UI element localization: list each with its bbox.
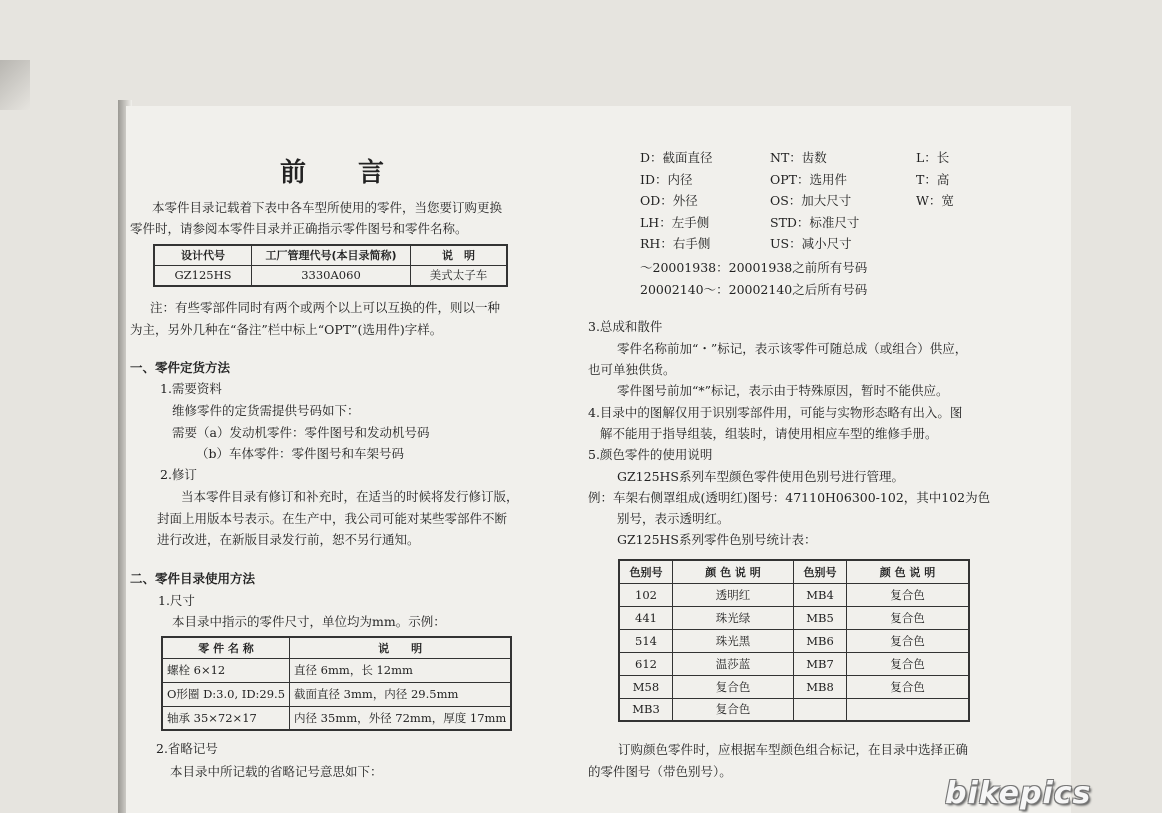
color-table-cell: 102 xyxy=(619,583,673,606)
model-table-cell: 美式太子车 xyxy=(411,265,508,286)
section3-p1-line-2: 也可单独供货。 xyxy=(588,362,676,377)
section3-heading: 3.总成和散件 xyxy=(588,319,663,334)
model-table-cell: 3330A060 xyxy=(252,265,411,286)
color-table-cell: MB7 xyxy=(794,652,847,675)
intro-line-1: 本零件目录记载着下表中各车型所使用的零件，当您要订购更换 xyxy=(152,200,503,215)
section1-heading: 一、零件定货方法 xyxy=(130,360,231,375)
color-table-cell: 复合色 xyxy=(847,606,970,629)
note-line-1: 注：有些零部件同时有两个或两个以上可以互换的件，则以一种 xyxy=(150,300,501,315)
section1-sub2-line-2: 封面上用版本号表示。在生产中，我公司可能对某些零部件不断 xyxy=(157,511,508,526)
size-table-cell: 直径 6mm，长 12mm xyxy=(290,658,512,682)
color-table-header: 颜 色 说 明 xyxy=(847,560,970,583)
size-table-cell: 截面直径 3mm，内径 29.5mm xyxy=(290,682,512,706)
section1-sub1-b: （b）车体零件：零件图号和车架号码 xyxy=(196,446,405,461)
section1-sub1-text: 维修零件的定货需提供号码如下： xyxy=(172,403,360,418)
color-table-cell: MB8 xyxy=(794,675,847,698)
color-table-cell: MB4 xyxy=(794,583,847,606)
section1-sub2: 2.修订 xyxy=(160,467,197,482)
section2-sub2-text: 本目录中所记载的省略记号意思如下： xyxy=(170,764,383,779)
abbr-item: NT：齿数 xyxy=(770,150,827,165)
abbr-item: OS：加大尺寸 xyxy=(770,193,852,208)
color-table-cell: 612 xyxy=(619,652,673,675)
size-table-cell: 内径 35mm，外径 72mm，厚度 17mm xyxy=(290,706,512,730)
model-table-header: 说 明 xyxy=(411,245,508,265)
watermark-logo: bikepics xyxy=(945,776,1092,811)
color-table-cell: M58 xyxy=(619,675,673,698)
section4-line-2: 解不能用于指导组装，组装时，请使用相应车型的维修手册。 xyxy=(600,426,938,441)
section3-p2: 零件图号前加“*”标记，表示由于特殊原因，暂时不能供应。 xyxy=(617,383,949,398)
color-table-cell: 复合色 xyxy=(847,652,970,675)
color-table-cell: 复合色 xyxy=(847,675,970,698)
color-table-cell: 复合色 xyxy=(847,583,970,606)
size-table-cell: 螺栓 6×12 xyxy=(162,658,290,682)
section2-sub2: 2.省略记号 xyxy=(156,741,218,756)
abbr-item: STD：标准尺寸 xyxy=(770,215,860,230)
color-table-cell xyxy=(847,698,970,721)
section1-sub1-a: 需要（a）发动机零件：零件图号和发动机号码 xyxy=(172,425,430,440)
color-table-cell xyxy=(794,698,847,721)
section2-heading: 二、零件目录使用方法 xyxy=(130,571,256,586)
abbr-item: T：高 xyxy=(916,172,950,187)
abbr-item: RH：右手侧 xyxy=(640,236,711,251)
size-table-header: 说 明 xyxy=(290,637,512,658)
color-table-cell: MB5 xyxy=(794,606,847,629)
color-table-header: 色别号 xyxy=(794,560,847,583)
section1-sub2-line-3: 进行改进，在新版目录发行前，恕不另行通知。 xyxy=(157,532,420,547)
abbr-item: OPT：选用件 xyxy=(770,172,847,187)
color-table-cell: 复合色 xyxy=(673,698,794,721)
size-table-cell: O形圈 D:3.0, ID:29.5 xyxy=(162,682,290,706)
section5-heading: 5.颜色零件的使用说明 xyxy=(588,447,713,462)
color-table xyxy=(618,559,970,722)
color-table-cell: 温莎蓝 xyxy=(673,652,794,675)
color-table-cell: 复合色 xyxy=(847,629,970,652)
section2-sub1: 1.尺寸 xyxy=(158,593,195,608)
abbr-item: L：长 xyxy=(916,150,950,165)
color-table-cell: MB6 xyxy=(794,629,847,652)
section4-line-1: 4.目录中的图解仅用于识别零部件用，可能与实物形态略有出入。图 xyxy=(588,405,963,420)
note-line-2: 为主，另外几种在“备注”栏中标上“OPT”(选用件)字样。 xyxy=(130,322,443,337)
section5-p1: GZ125HS系列车型颜色零件使用色别号进行管理。 xyxy=(617,469,904,484)
section1-sub1: 1.需要资料 xyxy=(160,381,222,396)
color-table-cell: 珠光黑 xyxy=(673,629,794,652)
color-table-cell: MB3 xyxy=(619,698,673,721)
abbr-item: OD：外径 xyxy=(640,193,698,208)
intro-line-2: 零件时，请参阅本零件目录并正确指示零件图号和零件名称。 xyxy=(130,221,468,236)
color-table-cell: 透明红 xyxy=(673,583,794,606)
abbr-item: W：宽 xyxy=(916,193,954,208)
section5-closing-line-2: 的零件图号（带色别号）。 xyxy=(588,764,732,779)
section3-p1-line-1: 零件名称前加“・”标记，表示该零件可随总成（或组合）供应， xyxy=(617,341,968,356)
color-table-cell: 珠光绿 xyxy=(673,606,794,629)
size-table-cell: 轴承 35×72×17 xyxy=(162,706,290,730)
section5-closing-line-1: 订购颜色零件时，应根据车型颜色组合标记，在目录中选择正确 xyxy=(618,742,969,757)
model-table xyxy=(153,244,508,287)
abbr-item: LH：左手侧 xyxy=(640,215,710,230)
scan-corner-shadow xyxy=(0,60,30,110)
section2-sub1-text: 本目录中指示的零件尺寸，单位均为mm。示例： xyxy=(172,614,446,629)
color-table-cell: 复合色 xyxy=(673,675,794,698)
serial-note: ～20001938：20001938之前所有号码 xyxy=(640,260,868,275)
section5-p2: GZ125HS系列零件色别号统计表： xyxy=(617,532,817,547)
section5-example-line-1: 例：车架右侧罩组成(透明红)图号：47110H06300-102，其中102为色 xyxy=(588,490,991,505)
color-table-cell: 441 xyxy=(619,606,673,629)
section1-sub2-line-1: 当本零件目录有修订和补充时，在适当的时候将发行修订版， xyxy=(181,489,519,504)
abbr-item: D：截面直径 xyxy=(640,150,713,165)
size-table-header: 零 件 名 称 xyxy=(162,637,290,658)
page-title: 前言 xyxy=(280,158,437,188)
color-table-header: 颜 色 说 明 xyxy=(673,560,794,583)
abbr-item: US：减小尺寸 xyxy=(770,236,852,251)
size-table xyxy=(161,636,512,731)
color-table-cell: 514 xyxy=(619,629,673,652)
abbr-item: ID：内径 xyxy=(640,172,693,187)
model-table-header: 工厂管理代号(本目录简称) xyxy=(252,245,411,265)
serial-note: 20002140～：20002140之后所有号码 xyxy=(640,282,868,297)
section5-example-line-2: 别号，表示透明红。 xyxy=(617,511,730,526)
model-table-header: 设计代号 xyxy=(154,245,252,265)
model-table-cell: GZ125HS xyxy=(154,265,252,286)
color-table-header: 色别号 xyxy=(619,560,673,583)
